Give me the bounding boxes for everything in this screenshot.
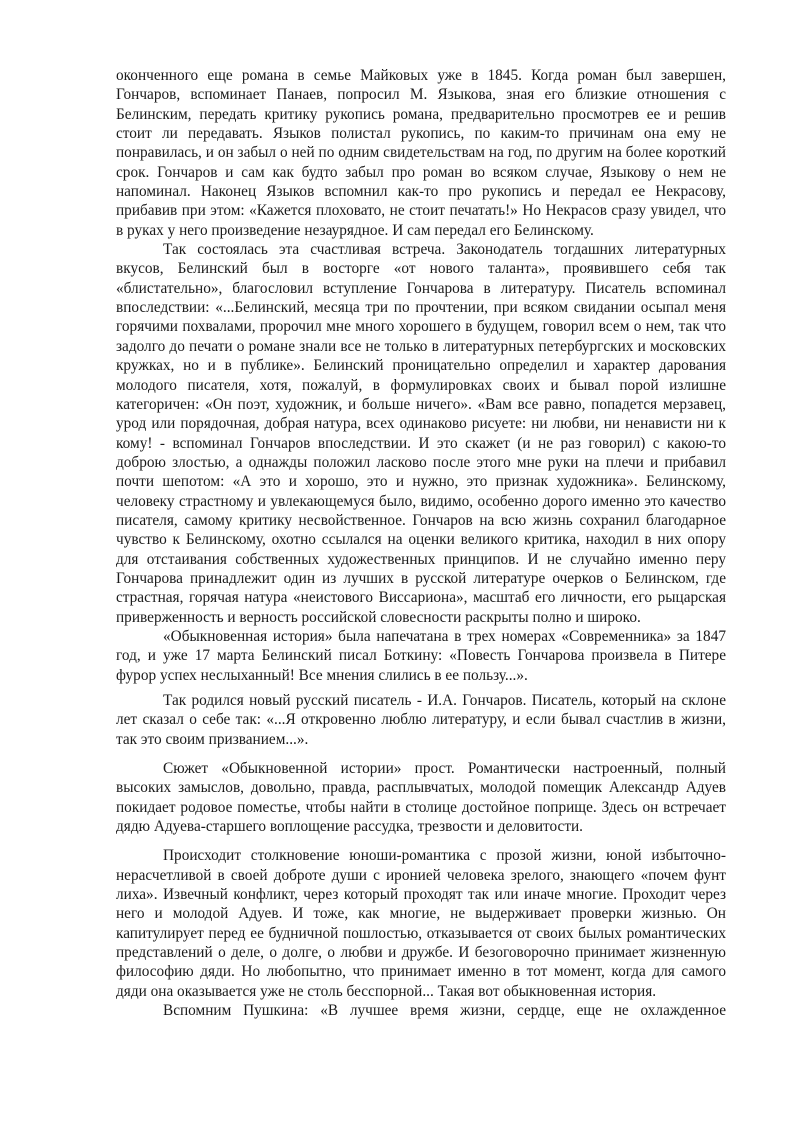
paragraph-2: Так состоялась эта счастливая встреча. Законодатель тогдашних литературных вкусов, Белинский был в восторге «от нового таланта», проявившего себя так «блистательно», благословил вступление Гончарова в литературу. Писатель вспоминал впоследствии: «...Белинский, месяца три по прочтении, при всяком свидании осыпал меня горячими похвалами, пророчил мне много хорошего в будущем, говорил всем о нем, так что задолго до печати о романе знали все не только в литературных петербургских и московских кружках, но и в публике». Белинский проницательно определил и характер дарования молодого писателя, хотя, пожалуй, в формулировках своих и бывал порой излишне категоричен: «Он поэт, художник, и больше ничего». «Вам все равно, попадется мерзавец, урод или порядочная, добрая натура, всех одинаково рисуете: ни любви, ни ненависти ни к кому! - вспоминал Гончаров впоследствии. И это скажет (и не раз говорил) с какою-то доброю злостью, а однажды положил ласково после этого мне руки на плечи и прибавил почти шепотом: «А это и хорошо, это и нужно, это признак художника». Белинскому, человеку страстному и увлекающемуся было, видимо, особенно дорого именно это качество писателя, самому критику несвойственное. Гончаров на всю жизнь сохранил благодарное чувство к Белинскому, охотно ссылался на оценки великого критика, находил в них опору для отстаивания собственных художественных принципов. И не случайно именно перу Гончарова принадлежит один из лучших в русской литературе очерков о Белинском, где страстная, горячая натура «неистового Виссариона», масштаб его личности, его рыцарская приверженность и верность российской словесности раскрыты полно и широко. <box>116 241 726 626</box>
paragraph-1: оконченного еще романа в семье Майковых уже в 1845. Когда роман был завершен, Гончаров, вспоминает Панаев, попросил М. Языкова, зная его близкие отношения с Белинским, передать критику рукопись романа, предварительно просмотрев ее и решив стоит ли передавать. Языков полистал рукопись, по каким-то причинам она ему не понравилась, и он забыл о ней по одним свидетельствам на год, по другим на более короткий срок. Гончаров и сам как будто забыл про роман во всяком случае, Языкову о нем не напоминал. Наконец Языков вспомнил как-то про рукопись и передал ее Некрасову, прибавив при этом: «Кажется плоховато, не стоит печатать!» Но Некрасов сразу увидел, что в руках у него произведение незаурядное. И сам передал его Белинскому. <box>116 67 726 239</box>
paragraph-7: Вспомним Пушкина: «В лучшее время жизни, сердце, еще не охлажденное <box>163 1002 726 1020</box>
document-page <box>116 66 726 1021</box>
paragraph-3: «Обыкновенная история» была напечатана в трех номерах «Современника» за 1847 год, и уже 17 марта Белинский писал Боткину: «Повесть Гончарова произвела в Питере фурор успех неслыханный! Все мнения слились в ее пользу...». <box>116 627 726 684</box>
paragraph-4: Так родился новый русский писатель - И.А. Гончаров. Писатель, который на склоне лет сказал о себе так: «...Я откровенно люблю литературу, и если бывал счастлив в жизни, так это своим призванием...». <box>116 692 726 748</box>
paragraph-5: Сюжет «Обыкновенной истории» прост. Романтически настроенный, полный высоких замыслов, довольно, правда, расплывчатых, молодой помещик Александр Адуев покидает родовое поместье, чтобы найти в столице достойное поприще. Здесь он встречает дядю Адуева-старшего воплощение рассудка, трезвости и деловитости. <box>116 760 726 836</box>
paragraph-6: Происходит столкновение юноши-романтика с прозой жизни, юной избыточно-нерасчетливой в своей доброте души с иронией человека зрелого, знающего «почем фунт лиха». Извечный конфликт, через который проходят так или иначе многие. Проходит через него и молодой Адуев. И тоже, как многие, не выдерживает проверки жизнью. Он капитулирует перед ее будничной пошлостью, отказывается от своих былых романтических представлений о деле, о долге, о любви и дружбе. И безоговорочно принимает жизненную философию дяди. Но любопытно, что принимает именно в тот момент, когда для самого дяди она оказывается уже не столь бесспорной... Такая вот обыкновенная история. <box>116 847 726 1000</box>
